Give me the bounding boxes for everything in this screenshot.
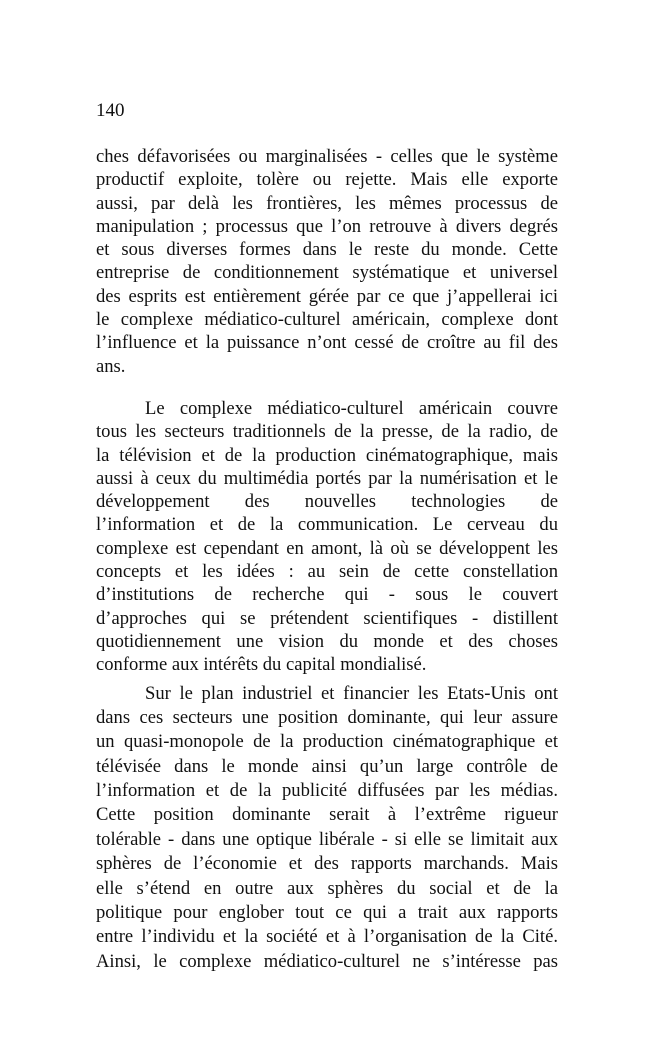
- text-line: des esprits est entièrement gérée par ce que j’appellerai ici: [96, 285, 558, 307]
- page-number: 140: [96, 100, 125, 121]
- text-line: conforme aux intérêts du capital mondialisé.: [96, 654, 427, 676]
- text-line: d’institutions de recherche qui - sous le couvert: [96, 584, 558, 606]
- paragraph-1: [96, 145, 558, 378]
- text-line: aussi, par delà les frontières, les mêmes processus de: [96, 192, 558, 214]
- text-line: entre l’individu et la société et à l’organisation de la Cité.: [96, 926, 558, 948]
- text-line: sphères de l’économie et des rapports marchands. Mais: [96, 853, 558, 875]
- text-line: concepts et les idées : au sein de cette constellation: [96, 561, 558, 583]
- text-line: la télévision et de la production cinématographique, mais: [96, 444, 558, 466]
- text-line: productif exploite, tolère ou rejette. Mais elle exporte: [96, 169, 558, 191]
- text-line: Le complexe médiatico-culturel américain couvre: [145, 397, 558, 419]
- text-line: complexe est cependant en amont, là où se développent les: [96, 537, 558, 559]
- text-line: Ainsi, le complexe médiatico-culturel ne s’intéresse pas: [96, 950, 558, 972]
- text-line: Sur le plan industriel et financier les Etats-Unis ont: [145, 682, 558, 704]
- text-line: entreprise de conditionnement systématique et universel: [96, 262, 558, 284]
- text-line: politique pour englober tout ce qui a trait aux rapports: [96, 902, 558, 924]
- text-line: dans ces secteurs une position dominante, qui leur assure: [96, 706, 558, 728]
- text-line: d’approches qui se prétendent scientifiques - distillent: [96, 607, 558, 629]
- text-line: le complexe médiatico-culturel américain, complexe dont: [96, 309, 558, 331]
- text-line: télévisée dans le monde ainsi qu’un large contrôle de: [96, 755, 558, 777]
- body-text: [96, 145, 558, 974]
- text-line: quotidiennement une vision du monde et des choses: [96, 630, 558, 652]
- text-line: tolérable - dans une optique libérale - si elle se limitait aux: [96, 828, 558, 850]
- paragraph-2: [96, 397, 558, 677]
- text-line: l’information et de la communication. Le cerveau du: [96, 514, 558, 536]
- paragraph-3: [96, 682, 558, 975]
- text-line: tous les secteurs traditionnels de la presse, de la radio, de: [96, 421, 558, 443]
- text-line: manipulation ; processus que l’on retrouve à divers degrés: [96, 215, 558, 237]
- text-line: et sous diverses formes dans le reste du monde. Cette: [96, 239, 558, 261]
- text-line: elle s’étend en outre aux sphères du social et de la: [96, 877, 558, 899]
- text-line: l’influence et la puissance n’ont cessé de croître au fil des: [96, 332, 558, 354]
- text-line: développement des nouvelles technologies de: [96, 491, 558, 513]
- text-line: l’information et de la publicité diffusées par les médias.: [96, 780, 558, 802]
- text-line: ans.: [96, 355, 126, 377]
- text-line: un quasi-monopole de la production cinématographique et: [96, 731, 558, 753]
- text-line: Cette position dominante serait à l’extrême rigueur: [96, 804, 558, 826]
- text-line: aussi à ceux du multimédia portés par la numérisation et le: [96, 467, 558, 489]
- text-line: ches défavorisées ou marginalisées - celles que le système: [96, 146, 558, 167]
